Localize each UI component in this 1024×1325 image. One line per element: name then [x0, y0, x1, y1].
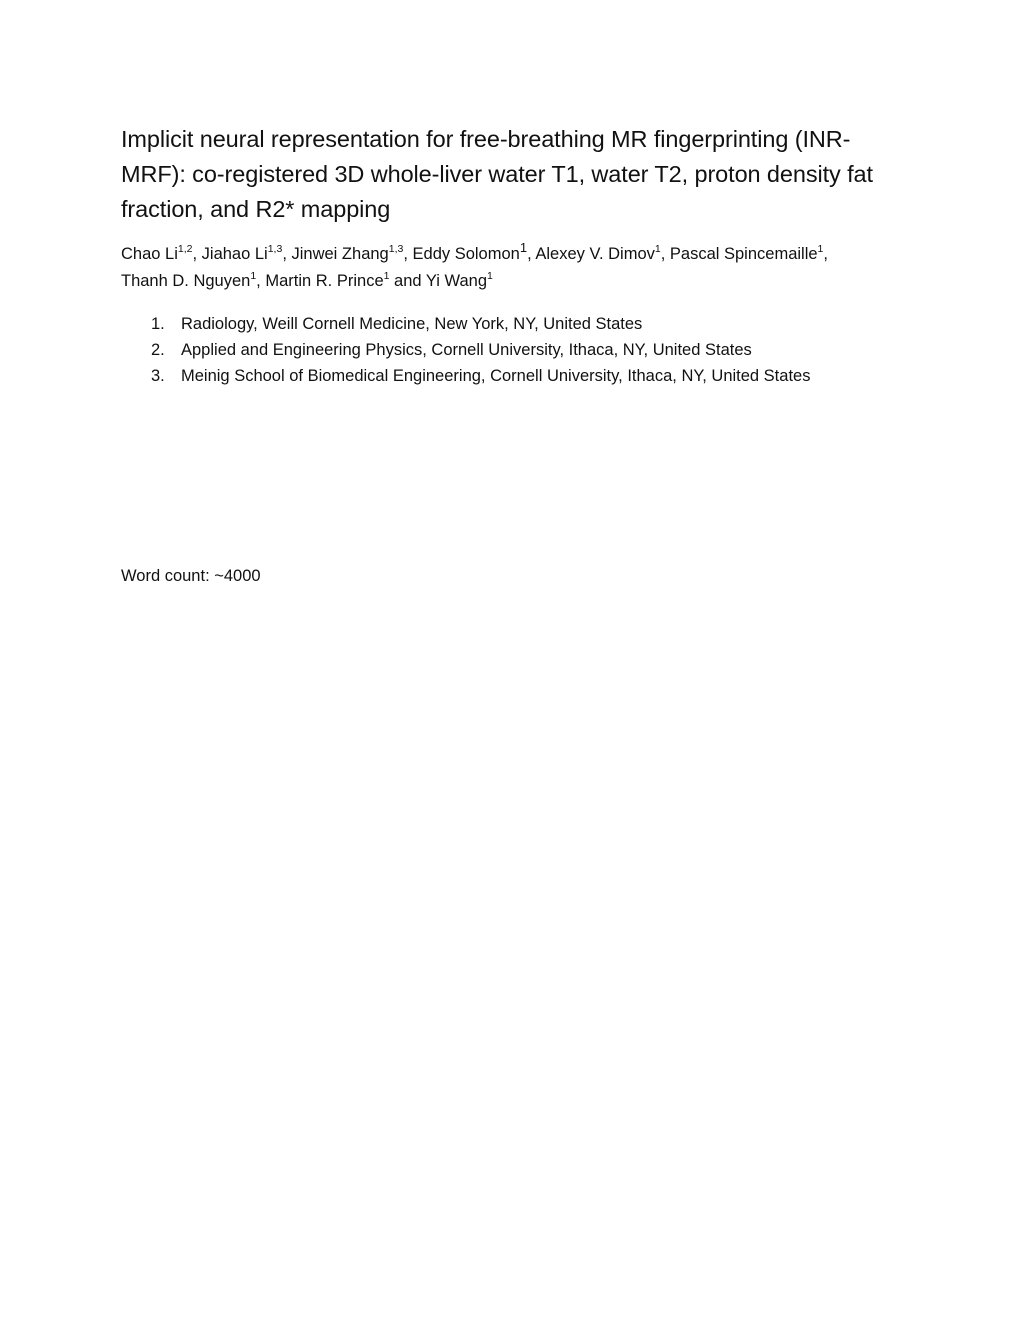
author-separator: ,	[282, 245, 292, 263]
author-affiliation-sup: 1	[250, 269, 257, 282]
author-name: Jiahao Li	[201, 245, 268, 263]
author-separator: and	[389, 272, 426, 290]
affiliation-number: 3.	[151, 367, 165, 385]
author-affiliation-sup: 1	[383, 269, 390, 282]
author-name: Thanh D. Nguyen	[121, 272, 251, 290]
author-separator: ,	[403, 245, 413, 263]
author-name: Jinwei Zhang	[291, 245, 389, 263]
author-name: Chao Li	[121, 245, 178, 263]
affiliation-number: 1.	[151, 315, 165, 333]
author-affiliation-sup: 1,2	[177, 242, 193, 255]
affiliation-item	[121, 311, 921, 337]
paper-title: Implicit neural representation for free-breathing MR fingerprinting (INR-MRF): co-registered 3D whole-liver water T1, water T2, proton density fat fraction, and R2* mapping	[121, 126, 873, 222]
word-count: Word count: ~4000	[121, 567, 261, 585]
author-name: Martin R. Prince	[265, 272, 384, 290]
author-name: Eddy Solomon	[412, 245, 520, 263]
author-name: Yi Wang	[425, 272, 488, 290]
author-affiliation-sup: 1	[487, 269, 493, 282]
affiliation-text: Meinig School of Biomedical Engineering, Cornell University, Ithaca, NY, United States	[181, 367, 811, 385]
author-separator: ,	[660, 245, 670, 263]
author-list	[121, 241, 911, 295]
affiliation-text: Radiology, Weill Cornell Medicine, New York, NY, United States	[181, 315, 643, 333]
author-affiliation-sup: 1,3	[267, 242, 283, 255]
affiliation-item	[121, 363, 921, 389]
author-name: Alexey V. Dimov	[535, 245, 655, 263]
author-affiliation-sup: 1	[519, 239, 528, 255]
affiliation-text: Applied and Engineering Physics, Cornell University, Ithaca, NY, United States	[181, 341, 752, 359]
author-affiliation-sup: 1	[654, 242, 661, 255]
affiliation-number: 2.	[151, 341, 165, 359]
author-separator: ,	[527, 245, 536, 263]
author-separator: ,	[823, 245, 828, 263]
author-affiliation-sup: 1,3	[388, 242, 404, 255]
affiliation-item	[121, 337, 921, 363]
author-affiliation-sup: 1	[817, 242, 824, 255]
author-separator: ,	[256, 272, 266, 290]
affiliation-list	[121, 311, 921, 389]
author-name: Pascal Spincemaille	[669, 245, 818, 263]
author-separator: ,	[192, 245, 202, 263]
